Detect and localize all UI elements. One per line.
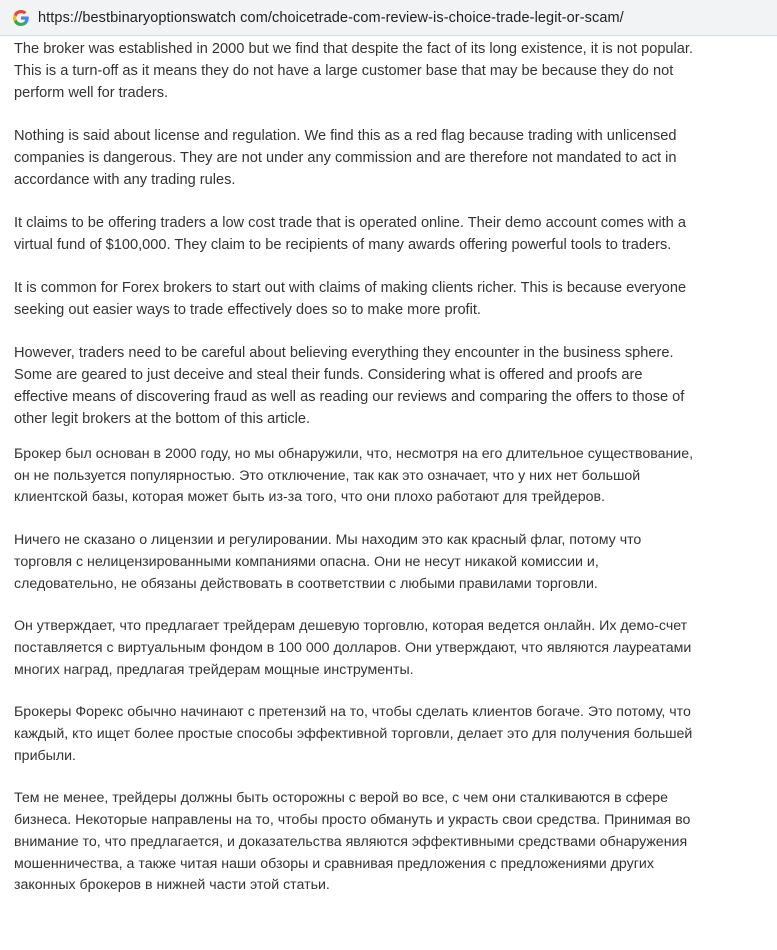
url-text[interactable]: https://bestbinaryoptionswatch com/choicetrade-com-review-is-choice-trade-legit-or-scam/ [38,10,624,26]
paragraph-ru-1: Брокер был основан в 2000 году, но мы обнаружили, что, несмотря на его длительное существование, он не пользуется популярностью. Это отключение, так как это означает, что у них нет большой клиентской базы, которая может быть из-за того, что они плохо работают для трейдеров. [14,446,694,506]
paragraph-en-5: However, traders need to be careful about believing everything they encounter in the business sphere. Some are geared to just deceive and steal their funds. Considering what is offered and proofs are effective means of discovering fraud as well as reading our reviews and comparing the offers to those of other legit brokers at the bottom of this article. [14,345,685,427]
paragraph-en-3: It claims to be offering traders a low cost trade that is operated online. Their demo account comes with a virtual fund of $100,000. They claim to be recipients of many awards offering powerful tools to traders. [14,215,686,253]
paragraph-ru-5: Тем не менее, трейдеры должны быть осторожны с верой во все, с чем они сталкиваются в сфере бизнеса. Некоторые направлены на то, чтобы просто обмануть и украсть свои средства. Принимая во внимание то, что предлагается, и доказательства являются эффективными средствами обнаружения мошенничества, а также читая наши обзоры и сравнивая предложения с предложениями других законных брокеров в нижней части этой статьи. [14,790,691,894]
paragraph-en-2: Nothing is said about license and regulation. We find this as a red flag because trading with unlicensed companies is dangerous. They are not under any commission and are therefore not mandated to act in accordance with any trading rules. [14,128,677,188]
google-g-icon [13,10,29,26]
paragraph-en-1: The broker was established in 2000 but we find that despite the fact of its long existence, it is not popular. This is a turn-off as it means they do not have a large customer base that may be because they do not perform well for traders. [14,41,694,101]
url-field[interactable] [4,3,773,33]
paragraph-en-4: It is common for Forex brokers to start out with claims of making clients richer. This is because everyone seeking out easier ways to trade effectively does so to make more profit. [14,280,687,318]
paragraph-ru-2: Ничего не сказано о лицензии и регулировании. Мы находим это как красный флаг, потому что торговля с нелицензированными компаниями опасна. Они не несут никакой комиссии и, следовательно, не обязаны действовать в соответствии с любыми правилами торговли. [14,532,642,592]
address-bar [0,0,777,36]
paragraph-ru-4: Брокеры Форекс обычно начинают с претензий на то, чтобы сделать клиентов богаче. Это потому, что каждый, кто ищет более простые способы эффективной торговли, делает это для получения большей прибыли. [14,704,693,764]
article-body [14,38,694,897]
paragraph-ru-3: Он утверждает, что предлагает трейдерам дешевую торговлю, которая ведется онлайн. Их демо-счет поставляется с виртуальным фондом в 100 000 долларов. Они утверждают, что являются лауреатами многих наград, предлагая трейдерам мощные инструменты. [14,618,692,678]
russian-section [14,444,694,897]
english-section [14,38,694,430]
